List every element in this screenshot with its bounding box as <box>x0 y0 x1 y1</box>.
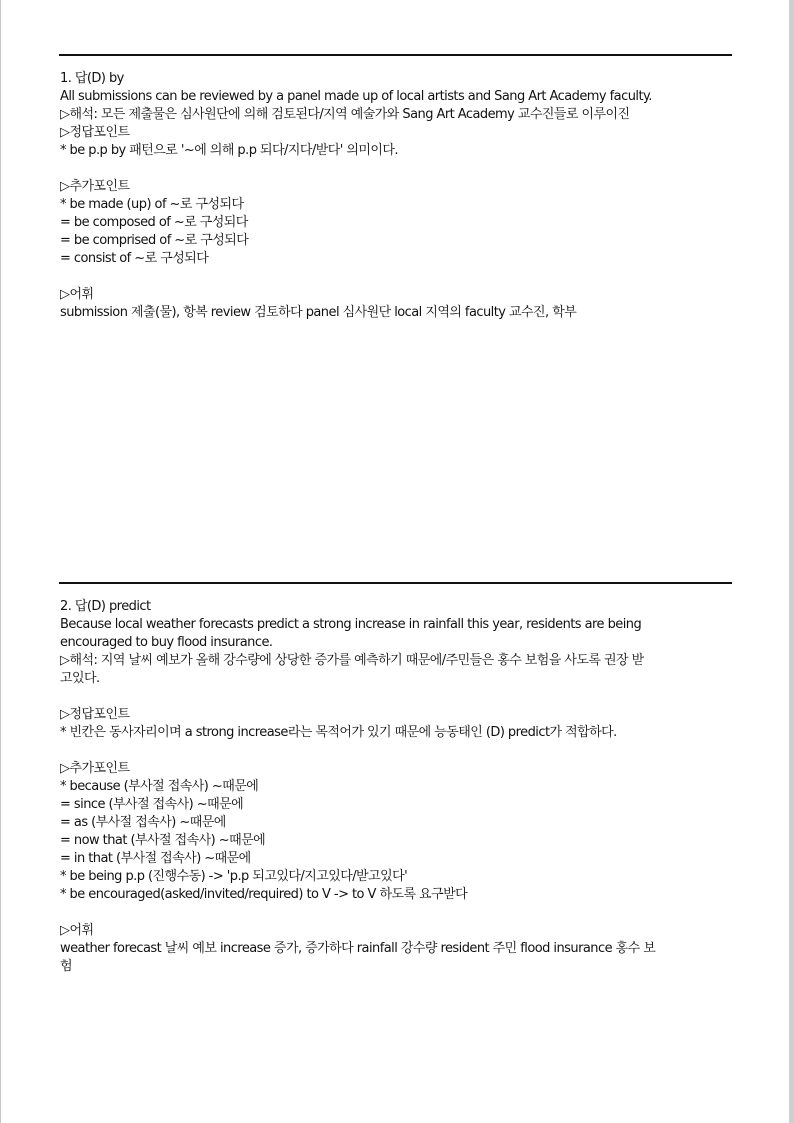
extra-point: * be being p.p (진행수동) -> 'p.p 되고있다/지고있다/받고있다' <box>60 869 408 884</box>
answer-point: * 빈칸은 동사자리이며 a strong increase라는 목적어가 있기 때문에 능동태인 (D) predict가 적합하다. <box>60 725 617 740</box>
section-divider <box>59 54 732 56</box>
vocab-list-line: 험 <box>60 959 73 974</box>
vocab-title: ▷어휘 <box>60 923 94 938</box>
section-divider <box>59 582 732 584</box>
spacer <box>60 904 732 922</box>
extra-point: = consist of ~로 구성되다 <box>60 251 209 266</box>
answer-point-title: ▷정답포인트 <box>60 125 130 140</box>
answer-point: * be p.p by 패턴으로 '~에 의해 p.p 되다/지다/받다' 의미이다. <box>60 143 398 158</box>
extra-point: * be made (up) of ~로 구성되다 <box>60 197 244 212</box>
extra-point: = as (부사절 접속사) ~때문에 <box>60 815 226 830</box>
scrollbar-gutter[interactable] <box>789 0 794 1123</box>
question-heading: 1. 답(D) by <box>60 71 124 86</box>
spacer <box>60 160 732 178</box>
answer-point-title: ▷정답포인트 <box>60 707 130 722</box>
translation: ▷해석: 모든 제출물은 심사원단에 의해 검토된다/지역 예술가와 Sang Art Academy 교수진들로 이루이진 <box>60 107 630 122</box>
spacer <box>60 268 732 286</box>
extra-point-title: ▷추가포인트 <box>60 761 130 776</box>
vocab-list: submission 제출(물), 항복 review 검토하다 panel 심사원단 local 지역의 faculty 교수진, 학부 <box>60 305 577 320</box>
question-heading: 2. 답(D) predict <box>60 599 151 614</box>
extra-point: * because (부사절 접속사) ~때문에 <box>60 779 259 794</box>
extra-point: * be encouraged(asked/invited/required) to V -> to V 하도록 요구받다 <box>60 887 468 902</box>
extra-point: = be composed of ~로 구성되다 <box>60 215 248 230</box>
extra-point-title: ▷추가포인트 <box>60 179 130 194</box>
question-1-section <box>60 54 732 322</box>
spacer <box>60 742 732 760</box>
extra-point: = now that (부사절 접속사) ~때문에 <box>60 833 266 848</box>
question-2-section <box>60 582 732 976</box>
extra-point: = since (부사절 접속사) ~때문에 <box>60 797 244 812</box>
vocab-title: ▷어휘 <box>60 287 94 302</box>
page-left-edge <box>0 0 1 1123</box>
question-2-content <box>60 598 732 976</box>
question-1-content <box>60 70 732 322</box>
translation-line: ▷해석: 지역 날씨 예보가 올해 강수량에 상당한 증가를 예측하기 때문에/주민들은 홍수 보험을 사도록 권장 받 <box>60 653 644 668</box>
question-sentence: All submissions can be reviewed by a panel made up of local artists and Sang Art Academy faculty. <box>60 89 652 104</box>
question-sentence-line: Because local weather forecasts predict a strong increase in rainfall this year, residents are being <box>60 617 642 632</box>
vocab-list-line: weather forecast 날씨 예보 increase 증가, 증가하다 rainfall 강수량 resident 주민 flood insurance 홍수 보 <box>60 941 656 956</box>
question-sentence-line: encouraged to buy flood insurance. <box>60 635 273 650</box>
extra-point: = in that (부사절 접속사) ~때문에 <box>60 851 251 866</box>
extra-point: = be comprised of ~로 구성되다 <box>60 233 249 248</box>
spacer <box>60 688 732 706</box>
translation-line: 고있다. <box>60 671 100 686</box>
